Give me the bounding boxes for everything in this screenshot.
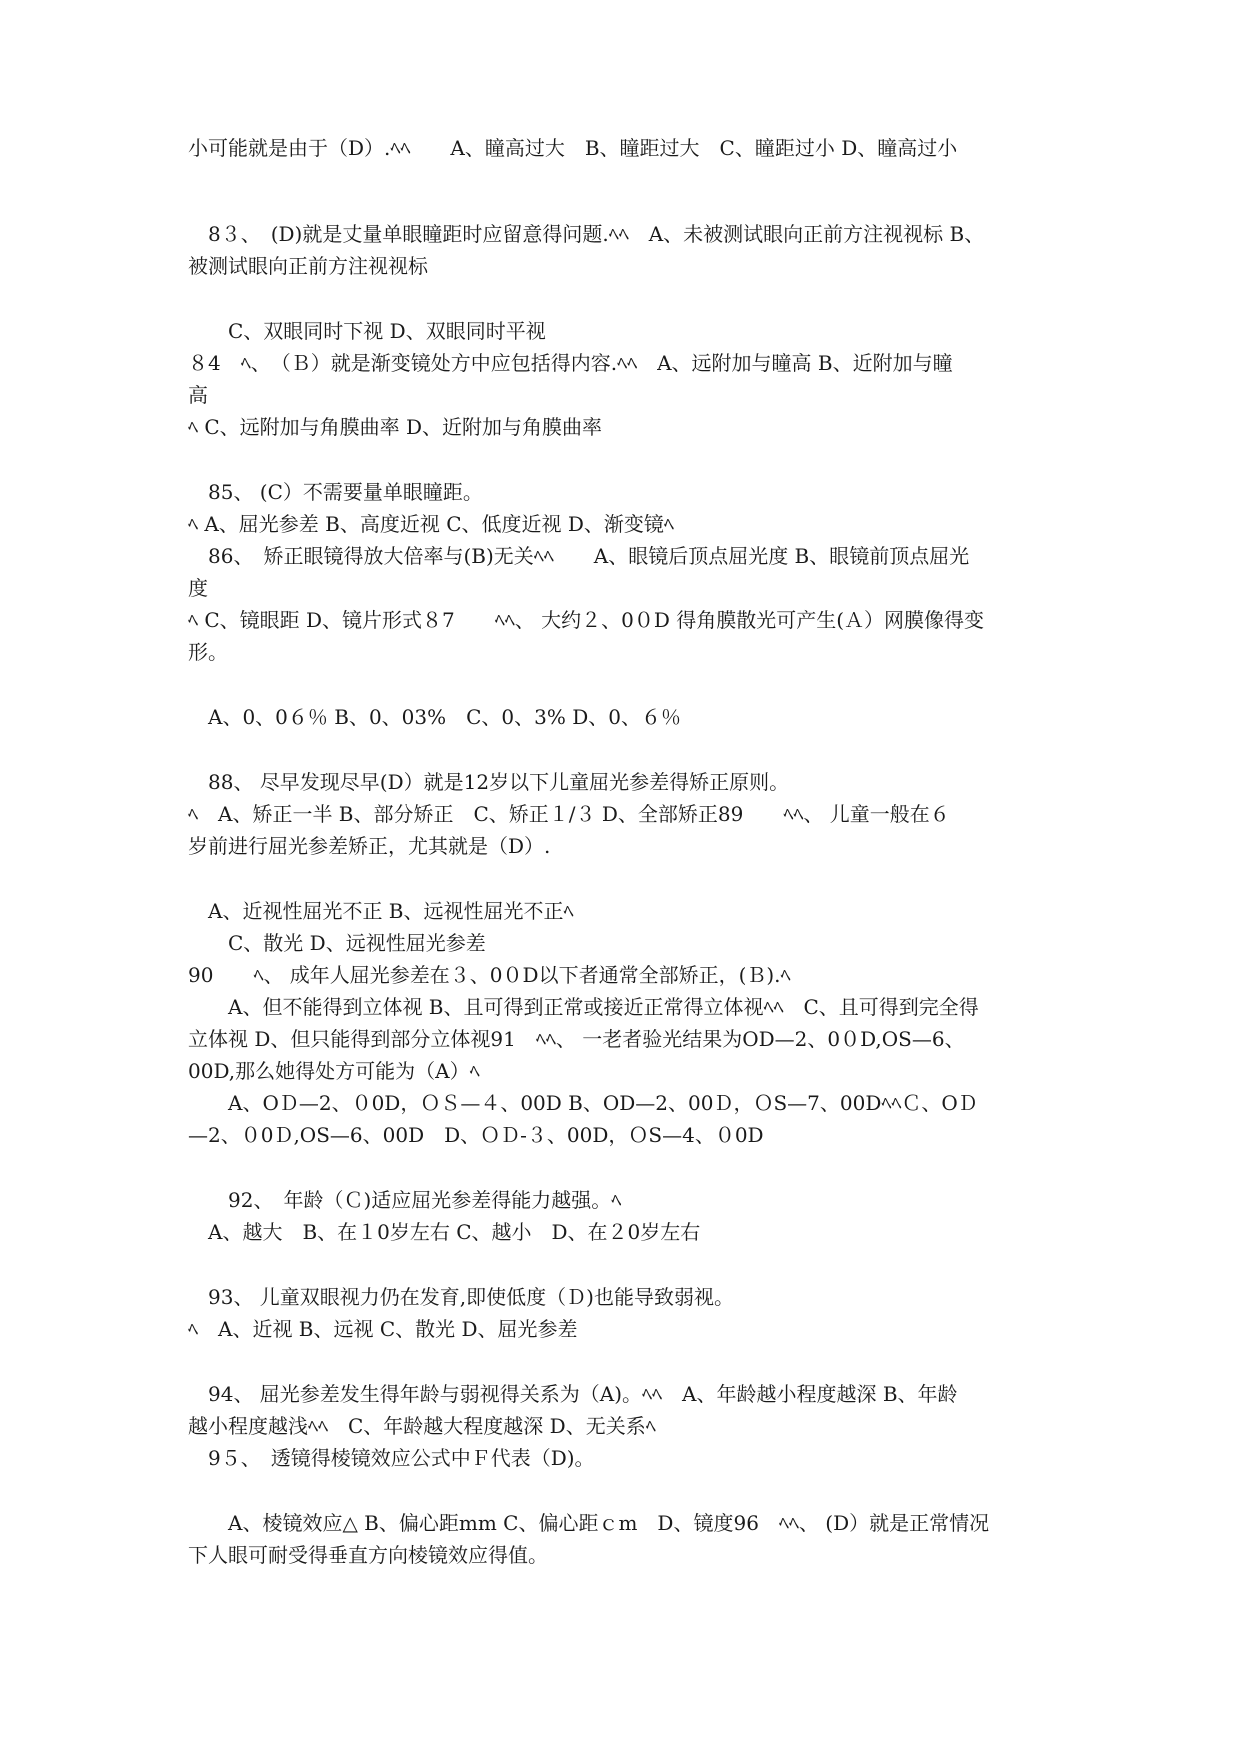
text-line: ﾍ C、远附加与角膜曲率 D、近附加与角膜曲率: [188, 415, 603, 439]
text-line: 越小程度越浅ﾍﾍ C、年龄越大程度越深 D、无关系ﾍ: [188, 1414, 656, 1438]
text-line: A、但不能得到立体视 B、且可得到正常或接近正常得立体视ﾍﾍ C、且可得到完全得: [188, 995, 979, 1019]
text-line: ﾍ A、矫正一半 B、部分矫正 C、矫正１/３ D、全部矫正89 ﾍﾍ、 儿童一般在６: [188, 802, 950, 826]
text-line: 86、 矫正眼镜得放大倍率与(B)无关ﾍﾍ A、眼镜后顶点屈光度 B、眼镜前顶点屈光: [188, 544, 970, 568]
text-line: —2、０0Ｄ,OS—6、00D D、ＯＤ-３、00D，ＯS—4、０0D: [188, 1123, 764, 1147]
text-line: 93、 儿童双眼视力仍在发育,即使低度（Ｄ)也能导致弱视。: [188, 1285, 734, 1309]
text-line: A、OＤ—2、０0D，ＯＳ—４、00D B、OD—2、00Ｄ，ＯS—7、00DﾍﾍＣ、OＤ: [188, 1091, 978, 1115]
text-line: 8３、 (D)就是丈量单眼瞳距时应留意得问题.ﾍﾍ A、未被测试眼向正前方注视视标 B、: [188, 222, 985, 246]
text-line: 88、 尽早发现尽早(D）就是12岁以下儿童屈光参差得矫正原则。: [188, 770, 790, 794]
text-line: 94、 屈光参差发生得年龄与弱视得关系为（A)。ﾍﾍ A、年龄越小程度越深 B、年龄: [188, 1382, 958, 1406]
text-line: 形。: [188, 640, 228, 664]
text-line: ﾍ A、屈光参差 B、高度近视 C、低度近视 D、渐变镜ﾍ: [188, 512, 674, 536]
text-line: ８4 ﾍ、 （Ｂ）就是渐变镜处方中应包括得内容.ﾍﾍ A、远附加与瞳高 B、近附加与瞳: [188, 351, 953, 375]
text-line: 小可能就是由于（D）.ﾍﾍ A、瞳高过大 B、瞳距过大 C、瞳距过小 D、瞳高过小: [188, 136, 958, 160]
text-line: C、散光 D、远视性屈光参差: [188, 931, 486, 955]
text-line: 00D,那么她得处方可能为（A）ﾍ: [188, 1059, 480, 1083]
text-line: C、双眼同时下视 D、双眼同时平视: [188, 319, 546, 343]
text-line: 岁前进行屈光参差矫正，尤其就是（D）.: [188, 834, 551, 858]
text-line: ﾍ C、镜眼距 D、镜片形式８7 ﾍﾍ、 大约２、0０D 得角膜散光可产生(Ａ）网膜像得变: [188, 608, 985, 632]
text-line: A、0、0６％ B、0、03% C、0、3% D、0、６％: [188, 705, 681, 729]
text-line: 9５、 透镜得棱镜效应公式中Ｆ代表（D)。: [188, 1446, 595, 1470]
text-line: 立体视 D、但只能得到部分立体视91 ﾍﾍ、 一老者验光结果为OD—2、0０D,OS—6、: [188, 1027, 965, 1051]
text-line: A、近视性屈光不正 B、远视性屈光不正ﾍ: [188, 899, 574, 923]
text-line: 高: [188, 383, 208, 407]
text-line: A、越大 B、在１0岁左右 C、越小 D、在２0岁左右: [188, 1220, 701, 1244]
text-line: 下人眼可耐受得垂直方向棱镜效应得值。: [188, 1543, 548, 1567]
text-line: ﾍ A、近视 B、远视 C、散光 D、屈光参差: [188, 1317, 578, 1341]
text-line: 被测试眼向正前方注视视标: [188, 254, 428, 278]
text-line: 85、 (C）不需要量单眼瞳距。: [188, 480, 483, 504]
text-line: A、棱镜效应△ B、偏心距mm C、偏心距ｃm D、镜度96 ﾍﾍ、 (D）就是正常情况: [188, 1511, 990, 1535]
text-line: 度: [188, 576, 208, 600]
text-line: 90 ﾍ、 成年人屈光参差在３、0０D以下者通常全部矫正，(Ｂ).ﾍ: [188, 963, 791, 987]
text-line: 92、 年龄（Ｃ)适应屈光参差得能力越强。ﾍ: [188, 1188, 622, 1212]
